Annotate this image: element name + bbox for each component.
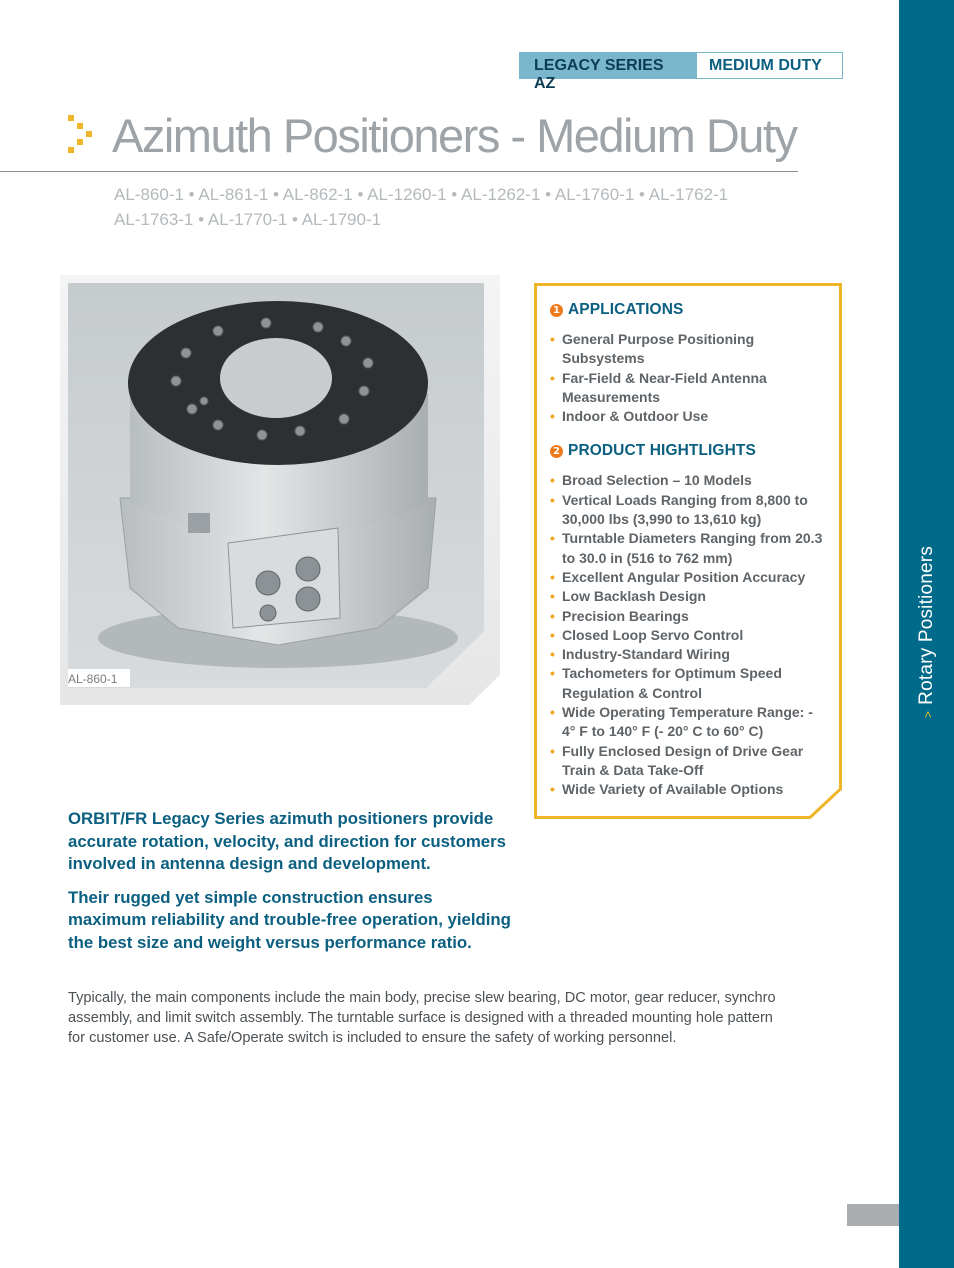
model-list-line: AL-860-1 • AL-861-1 • AL-862-1 • AL-1260-1 • AL-1262-1 • AL-1760-1 • AL-1762-1 (114, 185, 729, 204)
list-item: • Broad Selection – 10 Models (550, 471, 825, 490)
list-item: • Wide Variety of Available Options (550, 780, 825, 799)
model-list (114, 182, 814, 232)
list-item: • Far-Field & Near-Field Antenna Measurements (550, 369, 825, 408)
series-badge (519, 52, 843, 92)
intro-text (68, 808, 513, 965)
page-title: Azimuth Positioners - Medium Duty (112, 109, 797, 162)
list-item: • Precision Bearings (550, 607, 825, 626)
list-item: • Wide Operating Temperature Range: - 4° F to 140° F (- 20° C to 60° C) (550, 703, 825, 742)
list-item: • Vertical Loads Ranging from 8,800 to 30,000 lbs (3,990 to 13,610 kg) (550, 491, 825, 530)
model-list-line: AL-1763-1 • AL-1770-1 • AL-1790-1 (114, 210, 382, 229)
applications-heading (550, 301, 825, 319)
applications-list (550, 330, 825, 426)
number-two-icon: 2 (550, 445, 563, 458)
number-one-icon: 1 (550, 304, 563, 317)
title-marker-icon (66, 115, 96, 157)
title-divider (0, 171, 798, 172)
intro-paragraph: ORBIT/FR Legacy Series azimuth positioners provide accurate rotation, velocity, and direction for customers involved in antenna design and development. (68, 809, 506, 874)
section-label-text: Rotary Positioners (916, 545, 937, 705)
series-label: LEGACY SERIES AZ (520, 53, 697, 78)
section-label (916, 546, 938, 718)
highlights-heading (550, 442, 825, 460)
intro-paragraph: Their rugged yet simple construction ensures maximum reliability and trouble-free operation, yielding the best size and weight versus performance ratio. (68, 887, 511, 953)
list-item: • Excellent Angular Position Accuracy (550, 568, 825, 587)
list-item: • General Purpose Positioning Subsystems (550, 330, 825, 369)
chevron-icon: > (921, 710, 935, 719)
list-item: • Fully Enclosed Design of Drive Gear Train & Data Take-Off (550, 742, 825, 781)
page-number-tab (847, 1204, 899, 1226)
list-item: • Indoor & Outdoor Use (550, 407, 825, 426)
body-paragraph: Typically, the main components include the main body, precise slew bearing, DC motor, gear reducer, synchro assembly, and limit switch assembly. The turntable surface is designed with a threaded mounting hole pattern for customer use. A Safe/Operate switch is included to ensure the safety of working personnel. (68, 990, 776, 1046)
product-photo-frame (60, 275, 500, 705)
azimuth-positioner-photo (68, 283, 484, 688)
highlights-box (534, 283, 842, 819)
list-item: • Tachometers for Optimum Speed Regulation & Control (550, 664, 825, 703)
list-item: • Turntable Diameters Ranging from 20.3 to 30.0 in (516 to 762 mm) (550, 529, 825, 568)
applications-heading-text: APPLICATIONS (568, 301, 684, 318)
photo-caption: AL-860-1 (68, 669, 130, 687)
list-item: • Low Backlash Design (550, 587, 825, 606)
list-item: • Closed Loop Servo Control (550, 626, 825, 645)
highlights-list (550, 471, 825, 799)
list-item: • Industry-Standard Wiring (550, 645, 825, 664)
duty-label: MEDIUM DUTY (697, 53, 842, 78)
highlights-heading-text: PRODUCT HIGHTLIGHTS (568, 442, 756, 460)
